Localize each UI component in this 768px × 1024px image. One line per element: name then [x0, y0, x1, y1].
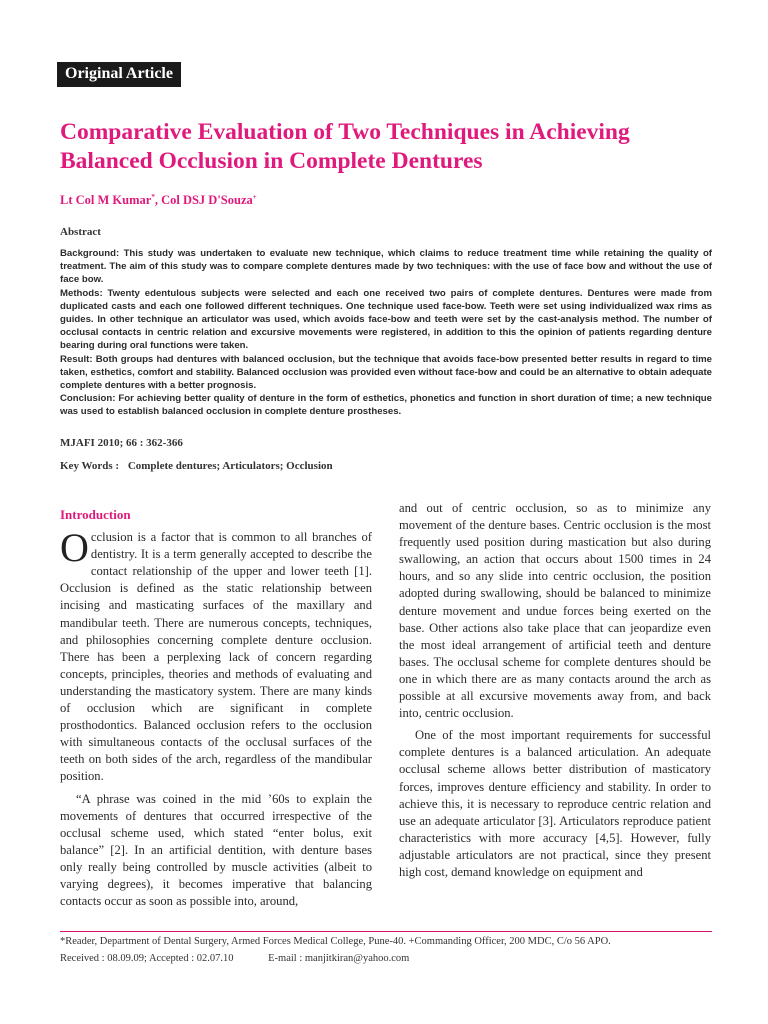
author-line	[60, 193, 257, 208]
author-name: Col DSJ D'Souza	[161, 193, 253, 208]
body-column-left	[60, 506, 372, 915]
abstract-body	[60, 247, 712, 419]
body-paragraph: and out of centric occlusion, so as to minimize any movement of the denture bases. Centric occlusion is the most frequently used position during mastication but also during swallowing, an action that occurs about 1500 times in 24 hours, and so any slide into centric occlusion, the position adopted during swallowing, should be balanced to minimize denture movement and undue forces being exerted on the base. Other actions also take place that can jeopardize even the most ideal arrangement of artificial teeth and denture bases. The occlusal scheme for complete dentures should be one in which there are as many contacts around the arch as possible at all excursive movements away from, and back into, centric occlusion.	[399, 501, 711, 721]
footer-divider	[60, 931, 712, 932]
paragraph-text: cclusion is a factor that is common to all branches of dentistry. It is a term generally accepted to describe the contact relationship of the upper and lower teeth [1]. Occlusion is defined as the static relationship between incising and masticating surfaces of the maxillary and mandibular teeth. There are numerous concepts, techniques, and philosophies concerning complete denture occlusion. There has been a perplexing lack of concern regarding concepts, principles, theories and methods of evaluating and understanding the masticatory system. There are many kinds of occlusion which are significant in complete prosthodontics. Balanced occlusion refers to the occlusion with simultaneous contacts of the occlusal surfaces of the teeth on both sides of the arch, regardless of the mandibular position.	[60, 530, 372, 784]
keywords	[60, 460, 333, 472]
author-affiliation-mark: *	[151, 193, 155, 201]
abstract-conclusion: Conclusion: For achieving better quality of denture in the form of esthetics, phonetics and function in short duration of time; a new technique was used to establish balanced occlusion in complete denture prostheses.	[60, 393, 712, 418]
contact-email: E-mail : manjitkiran@yahoo.com	[268, 953, 410, 964]
keywords-value: Complete dentures; Articulators; Occlusion	[127, 460, 333, 472]
author-separator: ,	[154, 193, 162, 208]
body-paragraph: One of the most important requirements for successful complete dentures is a balanced articulation. An adequate occlusal scheme allows better distribution of masticatory forces, improves denture efficiency and stability. In order to achieve this, it is necessary to reproduce centric relation and use an adequate articulator [3]. Articulators reproduce patient characteristics with more accuracy [4,5]. However, fully adjustable articulators are not practical, since they present high cost, demand knowledge on equipment and	[399, 728, 711, 879]
author-affiliation-mark: +	[252, 193, 257, 201]
body-column-right	[399, 500, 711, 886]
abstract-methods: Methods: Twenty edentulous subjects were selected and each one received two pairs of complete dentures. Dentures were made from duplicated casts and each one followed different techniques. One technique used face-bow. Teeth were set using individualized wax rims as guides. In other technique an articulator was used, which avoids face-bow and teeth were set by the cast-analysis method. The number of occlusal contacts in centric relation and excursive movements were registered, in addition to this the opinion of patients regarding denture bearing during oral functions were taken.	[60, 287, 712, 352]
journal-citation: MJAFI 2010; 66 : 362-366	[60, 437, 183, 449]
abstract-background: Background: This study was undertaken to evaluate new technique, which claims to reduce treatment time while retaining the quality of treatment. The aim of this study was to compare complete dentures made by two techniques: with the use of face bow and without the use of face bow.	[60, 248, 712, 286]
drop-cap: O	[60, 525, 89, 571]
section-heading-introduction: Introduction	[60, 507, 131, 522]
received-accepted-dates: Received : 08.09.09; Accepted : 02.07.10	[60, 953, 234, 964]
article-type-badge: Original Article	[57, 62, 181, 87]
submission-dates	[60, 953, 712, 964]
abstract-heading: Abstract	[60, 226, 101, 238]
abstract-result: Result: Both groups had dentures with balanced occlusion, but the technique that avoids face-bow presented better results in regard to time taken, esthetics, comfort and stability. Balanced occlusion was provided even without face-bow and could be an alternative to obtain adequate complete dentures with a better prognosis.	[60, 353, 712, 392]
affiliation-footnote: *Reader, Department of Dental Surgery, Armed Forces Medical College, Pune-40. +Commanding Officer, 200 MDC, C/o 56 APO.	[60, 936, 611, 947]
body-paragraph	[60, 525, 372, 785]
author-name: Lt Col M Kumar	[60, 193, 152, 208]
keywords-label: Key Words :	[60, 460, 120, 472]
article-title: Comparative Evaluation of Two Techniques in Achieving Balanced Occlusion in Complete Dentures	[60, 119, 630, 174]
body-paragraph: “A phrase was coined in the mid ’60s to explain the movements of dentures that occurred irrespective of the occlusal scheme used, which stated “enter bolus, exit balance” [2]. In an artificial dentition, with denture bases only really being controlled by muscle activities (albeit to varying degrees), it becomes imperative that balancing contacts occur as soon as possible into, around,	[60, 791, 372, 909]
